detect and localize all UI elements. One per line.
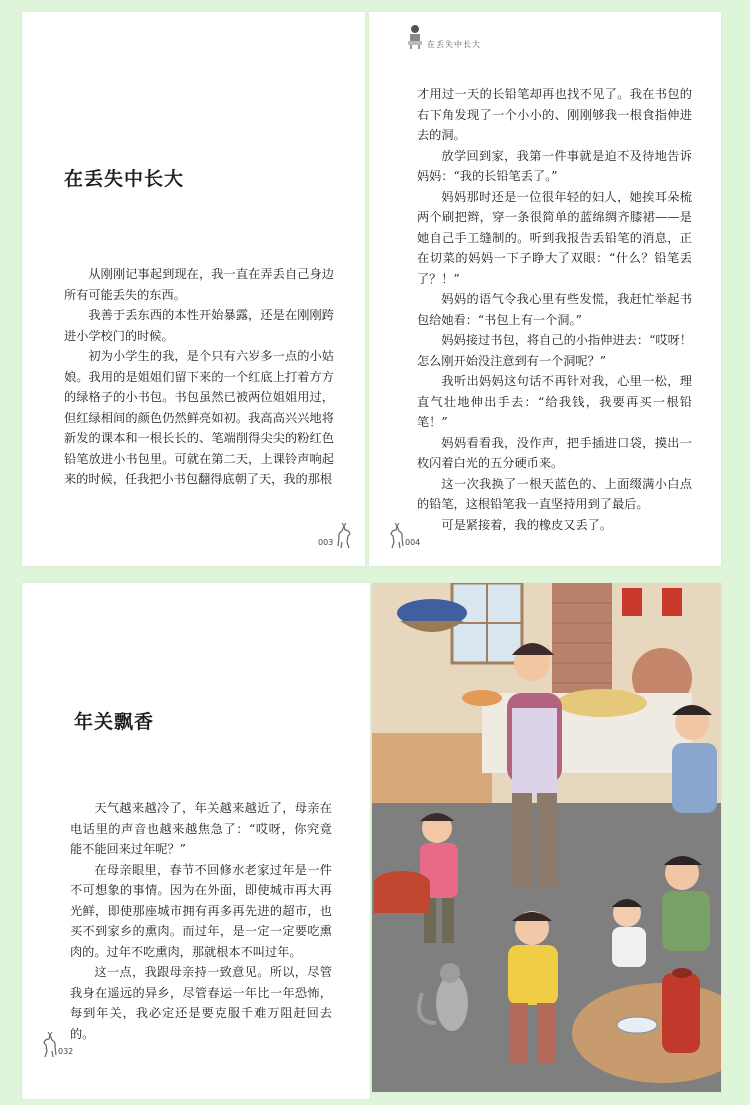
page-003 — [22, 12, 365, 566]
paragraph: 我听出妈妈这句话不再针对我，心里一松，理直气壮地伸出手去：“给我钱，我要再买一根铅笔！” — [417, 374, 692, 429]
page-number: 003 — [318, 538, 334, 547]
chapter-title: 在丢失中长大 — [64, 168, 185, 190]
paragraph: 妈妈接过书包，将自己的小指伸进去：“哎呀！怎么刚开始没注意到有一个洞呢？” — [417, 333, 692, 368]
paragraph: 这一点，我跟母亲持一致意见。所以，尽管我身在遥远的异乡，尽管春运一年比一年恐怖，每到年关，我必定还是要克服千难万阻赶回去的。 — [70, 965, 332, 1041]
page-032 — [22, 583, 370, 1099]
girl-reading-icon — [405, 24, 425, 50]
kitchen-scene-illustration — [372, 583, 721, 1092]
chapter-title: 年关飘香 — [74, 711, 155, 733]
paragraph: 在母亲眼里，春节不回修水老家过年是一件不可想象的事情。因为在外面，即使城市再大再光鲜，即使那座城市拥有再多再先进的超市，也买不到家乡的熏肉。而过年，是一定一定要吃熏肉的。过年不吃熏肉，那就根本不叫过年。 — [70, 862, 332, 959]
page-number: 004 — [405, 538, 421, 547]
goat-icon — [332, 522, 354, 550]
paragraph: 我善于丢东西的本性开始暴露，还是在刚刚跨进小学校门的时候。 — [64, 308, 334, 343]
running-header: 在丢失中长大 — [427, 40, 481, 49]
page3-text — [70, 798, 332, 1044]
page1-text — [64, 264, 334, 490]
page-004 — [369, 12, 721, 566]
paragraph: 从刚刚记事起到现在，我一直在弄丢自己身边所有可能丢失的东西。 — [64, 267, 334, 302]
paragraph: 初为小学生的我，是个只有六岁多一点的小姑娘。我用的是姐姐们留下来的一个红底上打着方方的绿格子的小书包。书包虽然已被两位姐姐用过，但红绿相间的颜色仍然鲜亮如初。我高高兴兴地将新发的课本和一根长长的、笔端削得尖尖的粉红色铅笔放进小书包里。可就在第二天，上课铃声响起来的时候，任我把小书包翻得底朝了天，我的那根 — [64, 349, 334, 486]
paragraph: 放学回到家，我第一件事就是迫不及待地告诉妈妈：“我的长铅笔丢了。” — [417, 148, 692, 183]
paragraph: 才用过一天的长铅笔却再也找不见了。我在书包的右下角发现了一个小小的、刚刚够我一根食指伸进去的洞。 — [417, 87, 692, 142]
paragraph: 妈妈那时还是一位很年轻的妇人，她挨耳朵梳两个刷把辫，穿一条很简单的蓝绵绸齐膝裙——是她自己手工缝制的。听到我报告丢铅笔的消息，正在切菜的妈妈一下子睁大了双眼：“什么？铅笔丢了？！” — [417, 189, 692, 286]
page2-text — [417, 84, 692, 535]
page-number: 032 — [58, 1047, 74, 1056]
paragraph: 可是紧接着，我的橡皮又丢了。 — [441, 517, 613, 532]
paragraph: 天气越来越冷了，年关越来越近了，母亲在电话里的声音也越来越焦急了：“哎呀，你究竟能不能回来过年呢？” — [70, 801, 332, 856]
paragraph: 这一次我换了一根天蓝色的、上面缀满小白点的铅笔，这根铅笔我一直坚持用到了最后。 — [417, 476, 692, 511]
illustration-art — [372, 583, 721, 1092]
paragraph: 妈妈的语气令我心里有些发慌，我赶忙举起书包给她看：“书包上有一个洞。” — [417, 292, 692, 327]
paragraph: 妈妈看看我，没作声，把手插进口袋，摸出一枚闪着白光的五分硬币来。 — [417, 435, 692, 470]
